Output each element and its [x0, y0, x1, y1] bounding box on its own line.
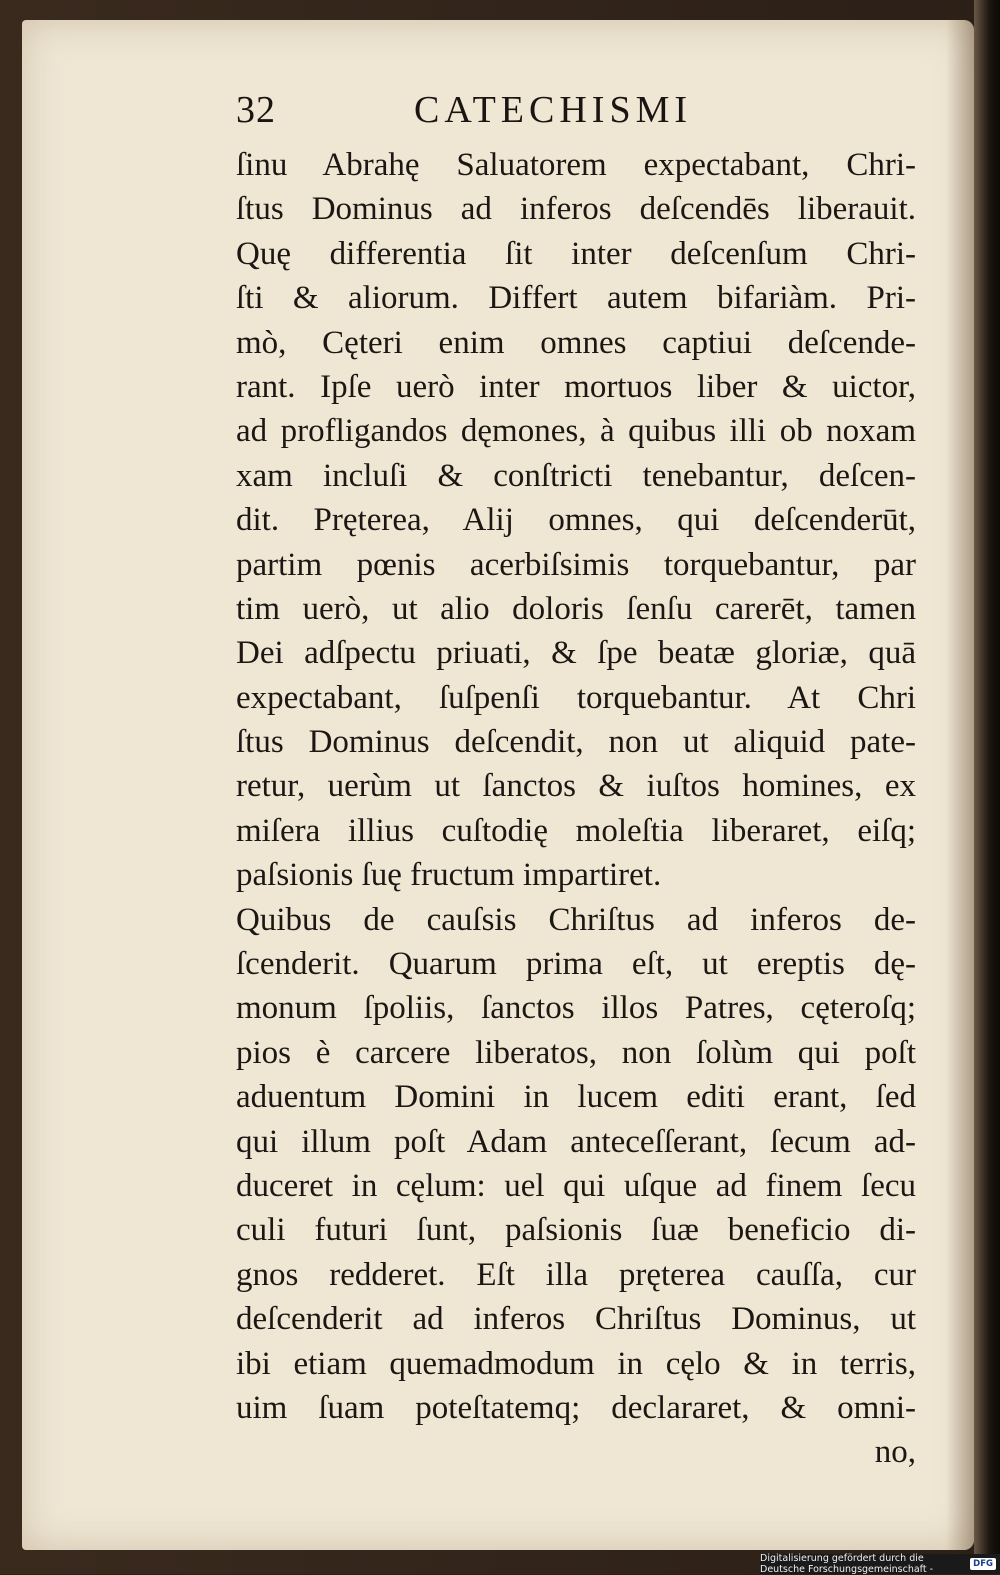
text-line: duceret in cęlum: uel qui uſque ad finem ſecu [236, 1167, 916, 1204]
text-line: ſtus Dominus ad inferos deſcendēs liberauit. [236, 191, 916, 228]
book-gutter-shadow [974, 0, 1000, 1574]
running-title: CATECHISMI [414, 89, 693, 131]
text-line: ad profligandos dęmones, à quibus illi ob noxam [236, 413, 916, 450]
digitization-footer [760, 1554, 1000, 1574]
text-line: ſtus Dominus deſcendit, non ut aliquid pate- [236, 724, 916, 761]
text-line: pios è carcere liberatos, non ſolùm qui poſt [236, 1034, 916, 1071]
text-line: ſcenderit. Quarum prima eſt, ut ereptis dę- [236, 946, 916, 983]
catchword: no, [874, 1434, 916, 1471]
text-line: Quę differentia ſit inter deſcenſum Chri- [236, 235, 916, 272]
page-number: 32 [236, 89, 276, 131]
text-line: ſti & aliorum. Differt autem bifariàm. Pri- [236, 280, 916, 317]
text-line: culi futuri ſunt, paſsionis ſuæ beneficio di- [236, 1212, 916, 1249]
text-line: expectabant, ſuſpenſi torquebantur. At Chri [236, 679, 916, 716]
text-line: retur, uerùm ut ſanctos & iuſtos homines, ex [236, 768, 916, 805]
text-line: gnos redderet. Eſt illa pręterea cauſſa, cur [236, 1256, 916, 1293]
text-line: xam incluſi & conſtricti tenebantur, deſcen- [236, 457, 916, 494]
text-line: aduentum Domini in lucem editi erant, ſed [236, 1079, 916, 1116]
text-line: qui illum poſt Adam anteceſſerant, ſecum ad- [236, 1123, 916, 1160]
text-line: dit. Pręterea, Alij omnes, qui deſcenderūt, [236, 502, 916, 539]
page-edge-shading [946, 20, 974, 1550]
text-line: monum ſpoliis, ſanctos illos Patres, cęteroſq; [236, 990, 916, 1027]
text-line: ſinu Abrahę Saluatorem expectabant, Chri- [236, 147, 916, 183]
text-line: Quibus de cauſsis Chriſtus ad inferos de- [236, 901, 916, 938]
text-line: paſsionis ſuę fructum impartiret. [236, 857, 662, 894]
text-line: Dei adſpectu priuati, & ſpe beatæ gloriæ, quā [236, 635, 916, 672]
text-line: tim uerò, ut alio doloris ſenſu carerēt, tamen [236, 590, 916, 627]
body-text [236, 143, 916, 1475]
dfg-logo: DFG [970, 1558, 996, 1570]
text-line: miſera illius cuſtodię moleſtia liberaret, eiſq; [236, 812, 916, 849]
text-line: uim ſuam poteſtatemq; declararet, & omni- [236, 1389, 916, 1426]
text-line: deſcenderit ad inferos Chriſtus Dominus, ut [236, 1301, 916, 1338]
text-line: mò, Cęteri enim omnes captiui deſcende- [236, 324, 916, 361]
footer-credit: Digitalisierung gefördert durch die Deutsche Forschungsgemeinschaft - [760, 1553, 934, 1575]
text-line: rant. Ipſe uerò inter mortuos liber & uictor, [236, 368, 916, 405]
text-line: ibi etiam quemadmodum in cęlo & in terris, [236, 1345, 916, 1382]
text-line: partim pœnis acerbiſsimis torquebantur, par [236, 546, 916, 583]
page-header [236, 88, 936, 144]
